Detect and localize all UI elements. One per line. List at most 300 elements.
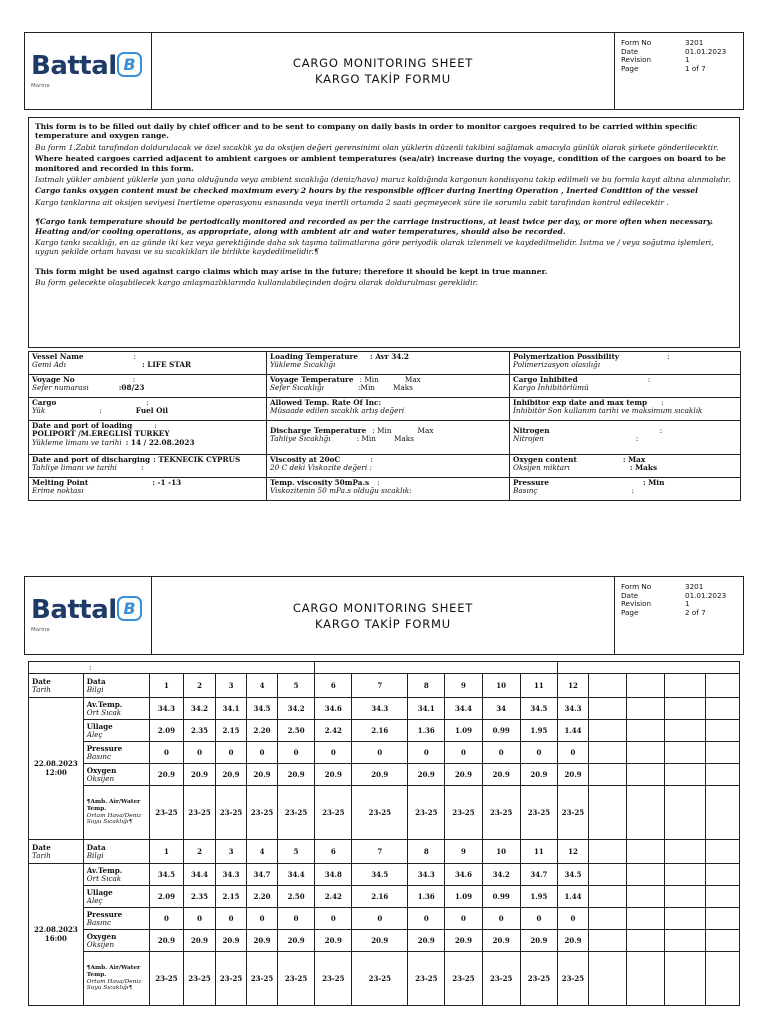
value-cell: 0 (520, 908, 557, 930)
value-cell (588, 886, 626, 908)
column-header-row (29, 840, 740, 864)
instruction-tr: Kargo tanklarına ait oksijen seviyesi Inertleme operasyonu esnasında veya inertli ortamda 2 saati geçmeyecek süre ile sorumlu zabit tarafından kontrol edilecektir . (35, 197, 669, 207)
value-cell: 34.3 (149, 698, 183, 720)
value-cell: 34.3 (408, 864, 445, 886)
value-cell (665, 952, 705, 1006)
value-cell: 23-25 (278, 952, 315, 1006)
data-row (29, 720, 740, 742)
value-cell: 23-25 (408, 952, 445, 1006)
value-cell: 20.9 (216, 930, 247, 952)
instruction-en: This form might be used against cargo claims which may arise in the future; therefore it should be kept in true manner. (35, 266, 548, 276)
value-cell: 2.42 (315, 720, 352, 742)
value-cell: 2.35 (183, 886, 215, 908)
value-cell: 0 (216, 742, 247, 764)
column-number (627, 674, 665, 698)
value-cell (705, 930, 739, 952)
value-cell: 2.42 (315, 886, 352, 908)
value-cell: 20.9 (352, 764, 408, 786)
value-cell: 20.9 (408, 764, 445, 786)
column-number (665, 674, 705, 698)
value-cell: 2.35 (183, 720, 215, 742)
title-english: CARGO MONITORING SHEET (292, 56, 474, 70)
instruction-tr: Bu form 1.Zabit tarafından doldurulacak ve özel sıcaklık ya da oksijen değeri gerensinimi olan yüklerin düzenli takibini sağlamak amacıyla günlük olarak şirkete gönderilecektir. (35, 142, 719, 152)
cargo-inhibited-cell: Cargo Inhibited : Kargo İnhibitörlümü (510, 375, 741, 398)
loading-port-cell: Date and port of loading : POLIPORT /M.EREGLISI TURKEY Yükleme limanı ve tarihi : 14 / 22.08.2023 (29, 421, 267, 455)
value-cell (665, 698, 705, 720)
column-number: 11 (520, 840, 557, 864)
value-cell: 0 (315, 908, 352, 930)
block-time: 12:00 (44, 767, 67, 777)
value-cell: 0 (352, 908, 408, 930)
instructions-box (28, 117, 740, 348)
column-number (627, 840, 665, 864)
meta-label: Page (621, 63, 639, 73)
value-cell: 34.2 (183, 698, 215, 720)
row-label: Ullage Aleç (83, 886, 149, 908)
value-cell: 2.15 (216, 720, 247, 742)
row-label: Ullage Aleç (83, 720, 149, 742)
value-cell (627, 786, 665, 840)
column-number (665, 840, 705, 864)
value-cell: 34.5 (247, 698, 278, 720)
value-cell: 1.09 (445, 886, 482, 908)
pressure-cell: Pressure : Min Basınç : (510, 478, 741, 501)
value-cell: 34.5 (149, 864, 183, 886)
data-row (29, 952, 740, 1006)
data-row (29, 742, 740, 764)
meta-label: Date (621, 590, 639, 600)
value-cell (627, 720, 665, 742)
value-cell: 20.9 (315, 930, 352, 952)
value-cell (588, 786, 626, 840)
block-date: 22.08.2023 (33, 759, 78, 768)
form-meta (615, 577, 743, 654)
brand-subtitle: Marine (31, 83, 50, 89)
value-cell (665, 930, 705, 952)
value-cell: 1.36 (408, 720, 445, 742)
column-number: 5 (278, 840, 315, 864)
top-cell: : (29, 662, 315, 674)
column-number: 6 (315, 674, 352, 698)
value-cell: 20.9 (482, 930, 520, 952)
value-cell: 34.6 (315, 698, 352, 720)
date-time-cell (29, 698, 84, 840)
value-cell: 23-25 (183, 952, 215, 1006)
value-cell: 2.16 (352, 886, 408, 908)
column-number: 7 (352, 840, 408, 864)
loading-temperature-cell: Loading Temperature : Avr 34.2 Yükleme Sıcaklığı (267, 352, 510, 375)
value-cell: 0 (445, 742, 482, 764)
row-label: Av.Temp. Ort Sıcak (83, 698, 149, 720)
data-row (29, 908, 740, 930)
melting-point-cell: Melting Point : -1 -13 Erime noktası (29, 478, 267, 501)
value-cell: 2.09 (149, 886, 183, 908)
value-cell (627, 764, 665, 786)
value-cell: 34.3 (557, 698, 588, 720)
column-number: 9 (445, 840, 482, 864)
value-cell: 23-25 (445, 952, 482, 1006)
value-cell: 34.4 (183, 864, 215, 886)
info-row (29, 455, 741, 478)
value-cell: 34.6 (445, 864, 482, 886)
meta-value: 3201 (685, 38, 704, 47)
value-cell (665, 720, 705, 742)
column-number: 12 (557, 840, 588, 864)
value-cell (665, 742, 705, 764)
value-cell (705, 886, 739, 908)
value-cell (588, 864, 626, 886)
column-number: 1 (149, 840, 183, 864)
info-row (29, 398, 741, 421)
value-cell (627, 698, 665, 720)
value-cell: 0 (247, 742, 278, 764)
value-cell (627, 742, 665, 764)
company-logo (25, 577, 152, 654)
data-row (29, 698, 740, 720)
title-english: CARGO MONITORING SHEET (292, 600, 474, 615)
value-cell: 0 (482, 742, 520, 764)
column-number: 4 (247, 840, 278, 864)
brand-name: Battal (31, 595, 117, 625)
instruction-tr: Bu form gelecekte olaşabilecek kargo anlaşmazlıklarında kullanılabileçinden doğru olarak doldurulması gereklidir. (35, 278, 478, 288)
value-cell (627, 886, 665, 908)
column-number: 10 (482, 674, 520, 698)
value-cell: 0 (183, 908, 215, 930)
oxygen-content-cell: Oxygen content : Max Oksijen miktarı : Maks (510, 455, 741, 478)
value-cell: 2.50 (278, 886, 315, 908)
value-cell: 20.9 (216, 764, 247, 786)
column-number: 2 (183, 840, 215, 864)
value-cell: 20.9 (183, 930, 215, 952)
discharge-temperature-cell: Discharge Temperature : Min Max Tahliye Sıcaklığı : Min Maks (267, 421, 510, 455)
value-cell (588, 908, 626, 930)
value-cell: 0 (408, 742, 445, 764)
value-cell: 23-25 (216, 952, 247, 1006)
value-cell: 20.9 (520, 930, 557, 952)
value-cell: 23-25 (247, 952, 278, 1006)
meta-value: 1 of 7 (685, 63, 706, 73)
value-cell: 20.9 (149, 930, 183, 952)
value-cell (588, 720, 626, 742)
value-cell: 0.99 (482, 886, 520, 908)
value-cell: 20.9 (278, 764, 315, 786)
value-cell (588, 764, 626, 786)
value-cell: 0 (278, 908, 315, 930)
voyage-temperature-cell: Voyage Temperature : Min Max Sefer Sıcaklığı :Min Maks (267, 375, 510, 398)
value-cell: 2.09 (149, 720, 183, 742)
value-cell: 0 (216, 908, 247, 930)
brand-subtitle: Marine (31, 627, 50, 633)
value-cell: 23-25 (183, 786, 215, 840)
data-row (29, 764, 740, 786)
instruction-en: Cargo tanks oxygen content must be checked maximum every 2 hours by the responsible officer during Inerting Operation , Inerted Condition of the vessel (35, 186, 698, 196)
value-cell: 2.15 (216, 886, 247, 908)
value-cell: 20.9 (482, 764, 520, 786)
form-title (152, 33, 615, 109)
value-cell (627, 952, 665, 1006)
row-label: ¶Amb. Air/Water Temp. Ortam Hava/Deniz Suyu Sıcaklığı¶ (83, 952, 149, 1006)
value-cell: 2.20 (247, 720, 278, 742)
value-cell: 20.9 (557, 764, 588, 786)
value-cell: 20.9 (278, 930, 315, 952)
brand-logo-icon: B (117, 596, 142, 621)
value-cell (665, 886, 705, 908)
value-cell (705, 952, 739, 1006)
meta-label: Revision (621, 599, 652, 609)
value-cell: 20.9 (445, 930, 482, 952)
value-cell (705, 908, 739, 930)
block-date: 22.08.2023 (33, 925, 78, 934)
value-cell: 0 (315, 742, 352, 764)
value-cell: 0 (183, 742, 215, 764)
value-cell: 0 (482, 908, 520, 930)
value-cell: 1.95 (520, 720, 557, 742)
value-cell: 34.7 (247, 864, 278, 886)
value-cell: 1.95 (520, 886, 557, 908)
data-header: Data Bilgi (83, 674, 149, 698)
instruction-en: ¶Cargo tank temperature should be periodically monitored and recorded as per the carriage instructions, at least twice per day, or more often when necessary. Heating and/or cooling operations, as appropriate, along with ambient air and water temperatures, should also be recorded. (35, 217, 714, 236)
data-row (29, 786, 740, 840)
column-header-row (29, 674, 740, 698)
company-logo (25, 33, 152, 109)
value-cell: 34.5 (520, 698, 557, 720)
value-cell: 20.9 (408, 930, 445, 952)
discharging-port-cell: Date and port of discharging : TEKNECIK CYPRUS Tahliye limanı ve tarihi : (29, 455, 267, 478)
value-cell (665, 908, 705, 930)
column-number (705, 674, 739, 698)
instruction-en: This form is to be filled out daily by chief officer and to be sent to company on daily basis in order to monitor cargoes required to be carried within specific temperature and oxygen range. (35, 122, 698, 141)
value-cell: 0 (278, 742, 315, 764)
instruction-tr: Kargo tankı sıcaklığı, en az günde iki kez veya gerektiğinde daha sık taşıma talimatlarına göre periyodik olarak izlenmeli ve kaydedilmelidir. Isıtma ve / veya soğutma işlemleri, uygun şekilde ortam havası ve su sıcaklıkları ile birlikte kaydedilmelidir.¶ (35, 238, 714, 257)
column-number: 1 (149, 674, 183, 698)
value-cell: 34.7 (520, 864, 557, 886)
value-cell: 23-25 (482, 952, 520, 1006)
value-cell: 1.44 (557, 720, 588, 742)
value-cell: 23-25 (352, 786, 408, 840)
top-spacer-row (29, 662, 740, 674)
data-header: Data Bilgi (83, 840, 149, 864)
value-cell (588, 698, 626, 720)
data-row (29, 864, 740, 886)
vessel-name-cell: Vessel Name : Gemi Adı : LIFE STAR (29, 352, 267, 375)
nitrogen-cell: Nitrogen : Nitrojen : (510, 421, 741, 455)
value-cell: 23-25 (557, 786, 588, 840)
value-cell: 23-25 (408, 786, 445, 840)
value-cell: 20.9 (445, 764, 482, 786)
row-label: Pressure Basınc (83, 908, 149, 930)
column-number: 6 (315, 840, 352, 864)
value-cell: 0 (149, 908, 183, 930)
data-row (29, 886, 740, 908)
value-cell (588, 742, 626, 764)
value-cell: 34.4 (445, 698, 482, 720)
row-label: Oxygen Oksijen (83, 930, 149, 952)
value-cell: 2.16 (352, 720, 408, 742)
value-cell: 20.9 (149, 764, 183, 786)
value-cell: 34.5 (352, 864, 408, 886)
column-number: 8 (408, 840, 445, 864)
form-meta (615, 33, 743, 109)
value-cell: 34.2 (278, 698, 315, 720)
value-cell: 34.3 (352, 698, 408, 720)
value-cell: 0.99 (482, 720, 520, 742)
value-cell (627, 908, 665, 930)
value-cell: 20.9 (557, 930, 588, 952)
value-cell (705, 786, 739, 840)
info-row (29, 421, 741, 455)
value-cell (705, 864, 739, 886)
value-cell: 20.9 (247, 764, 278, 786)
monitoring-table (28, 661, 740, 1006)
brand-name: Battal (31, 51, 117, 81)
value-cell: 23-25 (278, 786, 315, 840)
meta-row (621, 600, 743, 609)
column-number (705, 840, 739, 864)
value-cell: 34 (482, 698, 520, 720)
meta-value: 1 (685, 55, 690, 65)
value-cell: 23-25 (216, 786, 247, 840)
value-cell: 0 (247, 908, 278, 930)
voyage-no-cell: Voyage No : Sefer numarası :08/23 (29, 375, 267, 398)
cargo-info-table (28, 351, 741, 501)
meta-row (621, 56, 743, 65)
value-cell: 1.09 (445, 720, 482, 742)
instruction-en: Where heated cargoes carried adjacent to ambient cargoes or ambient temperatures (sea/air) increase during the voyage, condition of the cargoes on board to be monitored and recorded in this form. (35, 154, 726, 173)
meta-row (621, 65, 743, 74)
value-cell: 34.1 (408, 698, 445, 720)
value-cell: 0 (445, 908, 482, 930)
value-cell: 23-25 (315, 786, 352, 840)
meta-value: 2 of 7 (685, 607, 706, 617)
value-cell: 0 (408, 908, 445, 930)
value-cell: 23-25 (520, 786, 557, 840)
temp-viscosity-cell: Temp. viscosity 50mPa.s : Viskozitenin 50 mPa.s olduğu sıcaklık: (267, 478, 510, 501)
top-cell (557, 662, 739, 674)
polymerization-cell: Polymerization Possibility : Polimerizasyon olasılığı (510, 352, 741, 375)
viscosity-20-cell: Viscosity at 20oC : 20 C deki Viskozite değeri : (267, 455, 510, 478)
info-row (29, 352, 741, 375)
value-cell (588, 930, 626, 952)
form-title (152, 577, 615, 654)
value-cell (705, 764, 739, 786)
column-number: 12 (557, 674, 588, 698)
value-cell: 23-25 (557, 952, 588, 1006)
value-cell: 0 (520, 742, 557, 764)
value-cell: 23-25 (149, 786, 183, 840)
column-number: 4 (247, 674, 278, 698)
instruction-tr: Isıtmalı yükler ambient yüklerle yan yana olduğunda veya ambient sıcaklığa (deniz/hava) maruz kaldığında kargonun kondisyonu takip edilmeli ve bu formla kayıt altına alınmalıdır. (35, 175, 731, 185)
value-cell: 0 (557, 742, 588, 764)
value-cell: 34.5 (557, 864, 588, 886)
value-cell: 0 (352, 742, 408, 764)
value-cell (665, 764, 705, 786)
value-cell (627, 930, 665, 952)
meta-label: Form No (621, 582, 652, 591)
column-number: 3 (216, 674, 247, 698)
value-cell: 0 (557, 908, 588, 930)
column-number (588, 840, 626, 864)
value-cell: 20.9 (247, 930, 278, 952)
value-cell: 34.1 (216, 698, 247, 720)
header-page-2 (24, 576, 744, 655)
value-cell: 23-25 (315, 952, 352, 1006)
value-cell (705, 720, 739, 742)
value-cell: 23-25 (149, 952, 183, 1006)
column-number: 5 (278, 674, 315, 698)
info-row (29, 375, 741, 398)
date-header: Date Tarih (29, 674, 84, 698)
column-number: 10 (482, 840, 520, 864)
value-cell (705, 742, 739, 764)
title-turkish: KARGO TAKİP FORMU (315, 72, 451, 86)
value-cell: 23-25 (445, 786, 482, 840)
value-cell: 34.3 (216, 864, 247, 886)
value-cell: 2.20 (247, 886, 278, 908)
row-label: Pressure Basınc (83, 742, 149, 764)
column-number: 2 (183, 674, 215, 698)
column-number: 11 (520, 674, 557, 698)
meta-row (621, 609, 743, 618)
value-cell: 20.9 (520, 764, 557, 786)
allowed-temp-rate-cell: Allowed Temp. Rate Of Inc: Müsaade edilen sıcaklık artış değeri (267, 398, 510, 421)
meta-label: Page (621, 607, 639, 617)
brand-logo-icon: B (117, 52, 142, 77)
date-time-cell (29, 864, 84, 1006)
block-time: 16:00 (44, 933, 67, 943)
value-cell: 20.9 (183, 764, 215, 786)
value-cell: 34.2 (482, 864, 520, 886)
header-page-1 (24, 32, 744, 110)
column-number: 7 (352, 674, 408, 698)
meta-label: Revision (621, 55, 652, 65)
value-cell: 20.9 (315, 764, 352, 786)
info-row (29, 478, 741, 501)
meta-value: 3201 (685, 582, 704, 591)
column-number: 9 (445, 674, 482, 698)
value-cell: 23-25 (520, 952, 557, 1006)
top-cell (315, 662, 558, 674)
meta-value: 01.01.2023 (685, 46, 727, 56)
column-number (588, 674, 626, 698)
value-cell (705, 698, 739, 720)
column-number: 3 (216, 840, 247, 864)
meta-value: 01.01.2023 (685, 590, 727, 600)
value-cell: 23-25 (482, 786, 520, 840)
value-cell (588, 952, 626, 1006)
row-label: Oxygen Oksijen (83, 764, 149, 786)
column-number: 8 (408, 674, 445, 698)
meta-value: 1 (685, 599, 690, 609)
data-row (29, 930, 740, 952)
value-cell: 0 (149, 742, 183, 764)
value-cell: 1.36 (408, 886, 445, 908)
inhibitor-exp-cell: Inhibitor exp date and max temp : İnhibitör Son kullanım tarihi ve maksimum sıcaklık (510, 398, 741, 421)
value-cell: 2.50 (278, 720, 315, 742)
value-cell: 1.44 (557, 886, 588, 908)
title-turkish: KARGO TAKİP FORMU (315, 616, 451, 631)
value-cell: 20.9 (352, 930, 408, 952)
value-cell: 34.4 (278, 864, 315, 886)
value-cell: 34.8 (315, 864, 352, 886)
value-cell (627, 864, 665, 886)
value-cell (665, 864, 705, 886)
meta-label: Date (621, 46, 639, 56)
cargo-cell: Cargo : Yük : Fuel Oil (29, 398, 267, 421)
row-label: Av.Temp. Ort Sıcak (83, 864, 149, 886)
value-cell (665, 786, 705, 840)
value-cell: 23-25 (247, 786, 278, 840)
row-label: ¶Amb. Air/Water Temp. Ortam Hava/Deniz Suyu Sıcaklığı¶ (83, 786, 149, 840)
